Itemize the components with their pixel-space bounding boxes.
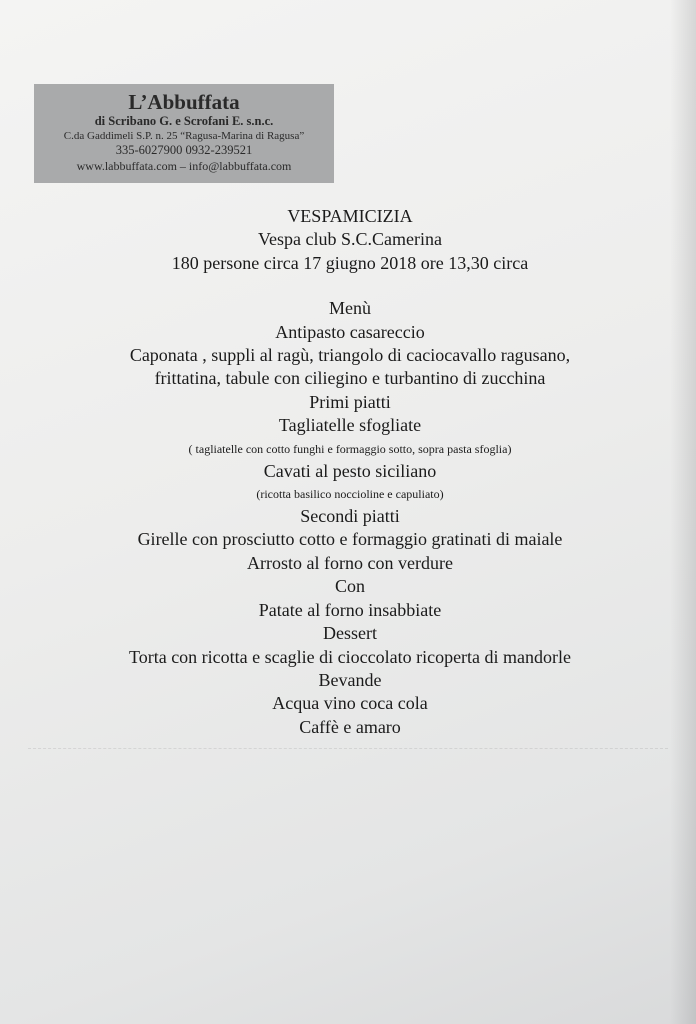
caffe: Caffè e amaro bbox=[299, 716, 401, 737]
restaurant-stamp bbox=[34, 84, 334, 183]
primo-1: Tagliatelle sfogliate bbox=[278, 415, 422, 436]
event-details: 180 persone circa 17 giugno 2018 ore 13,30 circa bbox=[171, 252, 529, 273]
contorno: Patate al forno insabbiate bbox=[258, 599, 442, 620]
restaurant-name: L’Abbuffata bbox=[128, 90, 240, 114]
company-name: di Scribano G. e Scrofani E. s.n.c. bbox=[94, 114, 274, 128]
primo-2: Cavati al pesto siciliano bbox=[263, 460, 437, 481]
secondi-title: Secondi piatti bbox=[300, 506, 400, 527]
page-edge-shadow bbox=[670, 0, 696, 1024]
antipasto-line-1: Caponata , suppli al ragù, triangolo di caciocavallo ragusano, bbox=[129, 345, 571, 366]
restaurant-web: www.labbuffata.com – info@labbuffata.com bbox=[76, 159, 292, 173]
menu-heading: Menù bbox=[329, 298, 371, 319]
antipasto-title: Antipasto casareccio bbox=[275, 321, 425, 342]
con-label: Con bbox=[334, 576, 365, 597]
paper-crease bbox=[28, 748, 668, 750]
dessert-title: Dessert bbox=[323, 623, 377, 644]
bevande: Acqua vino coca cola bbox=[272, 693, 428, 714]
primo-1-note: ( tagliatelle con cotto funghi e formaggio sotto, sopra pasta sfoglia) bbox=[188, 441, 512, 456]
restaurant-address: C.da Gaddimeli S.P. n. 25 “Ragusa-Marina di Ragusa” bbox=[63, 130, 305, 142]
dessert: Torta con ricotta e scaglie di cioccolato ricoperta di mandorle bbox=[128, 646, 572, 667]
event-club: Vespa club S.C.Camerina bbox=[258, 229, 442, 250]
event-title: VESPAMICIZIA bbox=[287, 206, 413, 226]
restaurant-phones: 335-6027900 0932-239521 bbox=[115, 143, 253, 157]
antipasto-line-2: frittatina, tabule con ciliegino e turbantino di zucchina bbox=[154, 368, 546, 389]
menu-document bbox=[40, 205, 660, 739]
primi-title: Primi piatti bbox=[309, 391, 391, 412]
bevande-title: Bevande bbox=[318, 669, 382, 690]
secondo-2: Arrosto al forno con verdure bbox=[247, 552, 453, 573]
primo-2-note: (ricotta basilico noccioline e capuliato) bbox=[256, 487, 444, 502]
secondo-1: Girelle con prosciutto cotto e formaggio gratinati di maiale bbox=[137, 529, 563, 550]
